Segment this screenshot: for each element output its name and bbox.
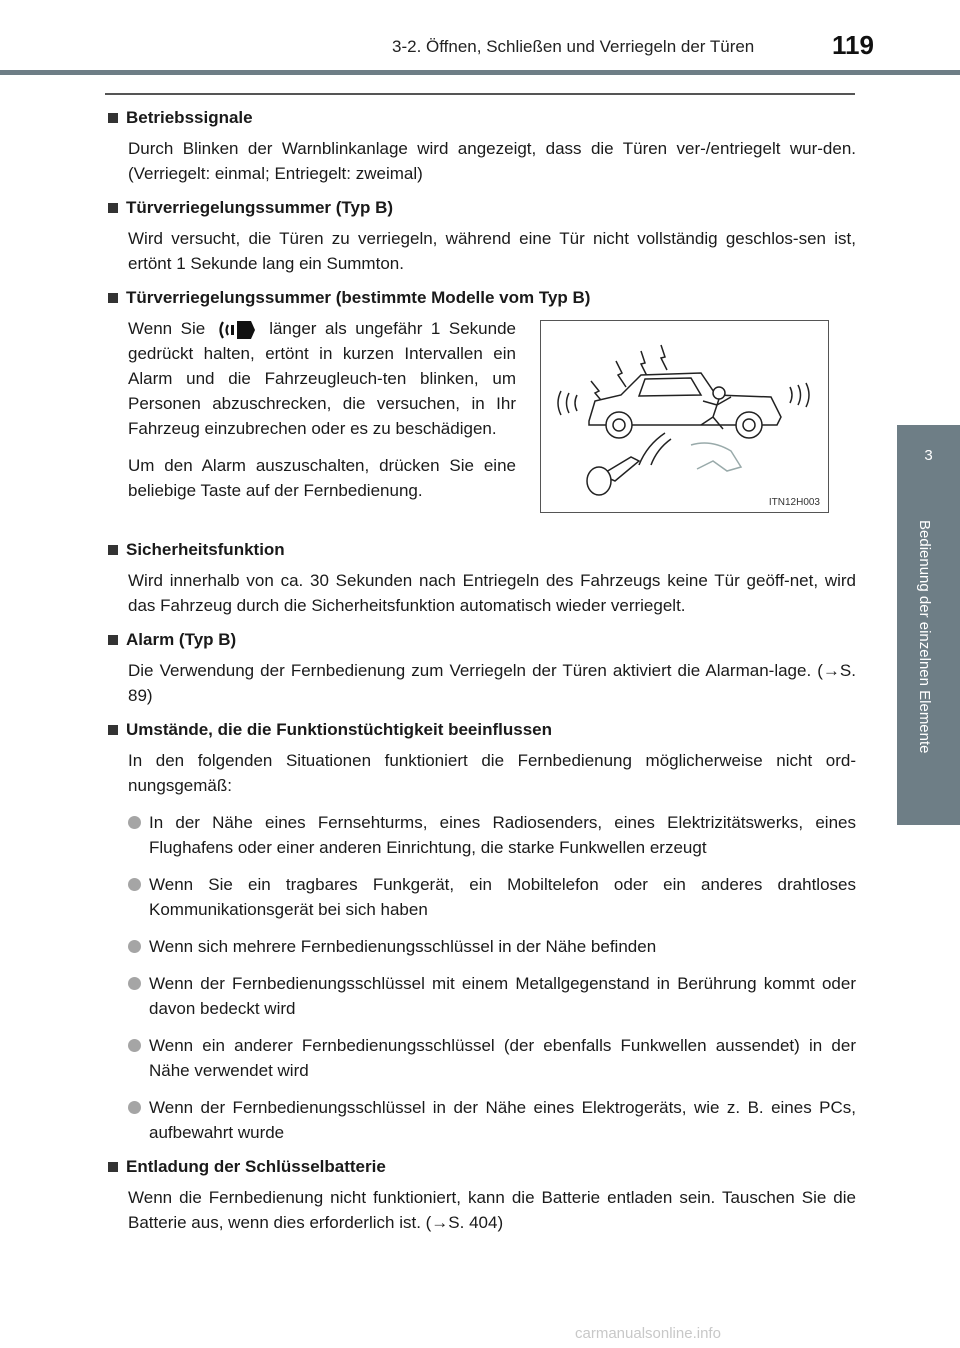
- section-body: Wenn Sie länger als ungefähr 1 Sekunde gedrückt halten, ertönt in kurzen Intervallen ein Alarm und die Fahrzeugleuch-ten blinken, um Personen abzuschrecken, die versuchen, in Ihr Fahrzeug einzubrechen oder es zu beschädigen.: [128, 319, 516, 438]
- section-body: Durch Blinken der Warnblinkanlage wird angezeigt, dass die Türen ver-/entriegelt wur-den. (Verriegelt: einmal; Entriegelt: zweimal): [128, 139, 856, 183]
- page-header-title: 3-2. Öffnen, Schließen und Verriegeln der Türen: [392, 37, 755, 56]
- square-bullet-icon: [108, 545, 118, 555]
- alarm-section-body: [108, 316, 856, 528]
- list-item: Wenn Sie ein tragbares Funkgerät, ein Mobiltelefon oder ein anderes drahtloses Kommunikationsgerät bei sich haben: [128, 872, 856, 922]
- list-item: Wenn der Fernbedienungsschlüssel in der Nähe eines Elektrogeräts, wie z. B. eines PCs, aufbewahrt wurde: [128, 1095, 856, 1145]
- round-bullet-icon: [128, 878, 141, 891]
- round-bullet-icon: [128, 940, 141, 953]
- round-bullet-icon: [128, 977, 141, 990]
- round-bullet-icon: [128, 1101, 141, 1114]
- square-bullet-icon: [108, 293, 118, 303]
- square-bullet-icon: [108, 635, 118, 645]
- section-body: Um den Alarm auszuschalten, drücken Sie eine beliebige Taste auf der Fernbedienung.: [128, 456, 516, 500]
- square-bullet-icon: [108, 203, 118, 213]
- list-item: Wenn ein anderer Fernbedienungsschlüssel (der ebenfalls Funkwellen aussendet) in der Nähe verwendet wird: [128, 1033, 856, 1083]
- chapter-side-tab: [897, 425, 960, 825]
- round-bullet-icon: [128, 1039, 141, 1052]
- watermark: carmanualsonline.info: [575, 1325, 721, 1342]
- section-title: Türverriegelungssummer (bestimmte Modelle vom Typ B): [108, 288, 856, 308]
- round-bullet-icon: [128, 816, 141, 829]
- list-item: In der Nähe eines Fernsehturms, eines Radiosenders, eines Elektrizitätswerks, eines Flughafens oder einer anderen Einrichtung, die starke Funkwellen erzeugt: [128, 810, 856, 860]
- car-alarm-illustration: [540, 320, 829, 513]
- section-title: Umstände, die die Funktionstüchtigkeit beeinflussen: [108, 720, 856, 740]
- section-title: Alarm (Typ B): [108, 630, 856, 650]
- chapter-label: Bedienung der einzelnen Elemente: [916, 520, 933, 754]
- section-title: Betriebssignale: [108, 108, 856, 128]
- section-title: Türverriegelungssummer (Typ B): [108, 198, 856, 218]
- square-bullet-icon: [108, 1162, 118, 1172]
- section-body: Wird innerhalb von ca. 30 Sekunden nach Entriegeln des Fahrzeugs keine Tür geöff-net, wird das Fahrzeug durch die Sicherheitsfunktion automatisch wieder verriegelt.: [128, 571, 856, 615]
- illustration-code: ITN12H003: [768, 497, 820, 508]
- panic-button-icon: [217, 319, 257, 341]
- section-body: Wird versucht, die Türen zu verriegeln, während eine Tür nicht vollständig geschlos-sen ist, ertönt 1 Sekunde lang ein Summton.: [128, 229, 856, 273]
- header-band: [0, 70, 960, 75]
- section-body: In den folgenden Situationen funktioniert die Fernbedienung möglicherweise nicht ord-nungsgemäß:: [128, 751, 856, 795]
- list-item: Wenn sich mehrere Fernbedienungsschlüssel in der Nähe befinden: [128, 934, 856, 959]
- section-title: Sicherheitsfunktion: [108, 540, 856, 560]
- square-bullet-icon: [108, 725, 118, 735]
- section-title: Entladung der Schlüsselbatterie: [108, 1157, 856, 1177]
- section-body: Wenn die Fernbedienung nicht funktioniert, kann die Batterie entladen sein. Tauschen Sie die Batterie aus, wenn dies erforderlich ist. (→S. 404): [128, 1188, 856, 1232]
- header-rule: [105, 93, 855, 95]
- chapter-number: 3: [924, 447, 933, 464]
- page-content: [108, 108, 856, 1247]
- section-body: Die Verwendung der Fernbedienung zum Verriegeln der Türen aktiviert die Alarman-lage. (→S. 89): [128, 661, 856, 705]
- list-item: Wenn der Fernbedienungsschlüssel mit einem Metallgegenstand in Berührung kommt oder davon bedeckt wird: [128, 971, 856, 1021]
- page-number: 119: [832, 30, 874, 60]
- square-bullet-icon: [108, 113, 118, 123]
